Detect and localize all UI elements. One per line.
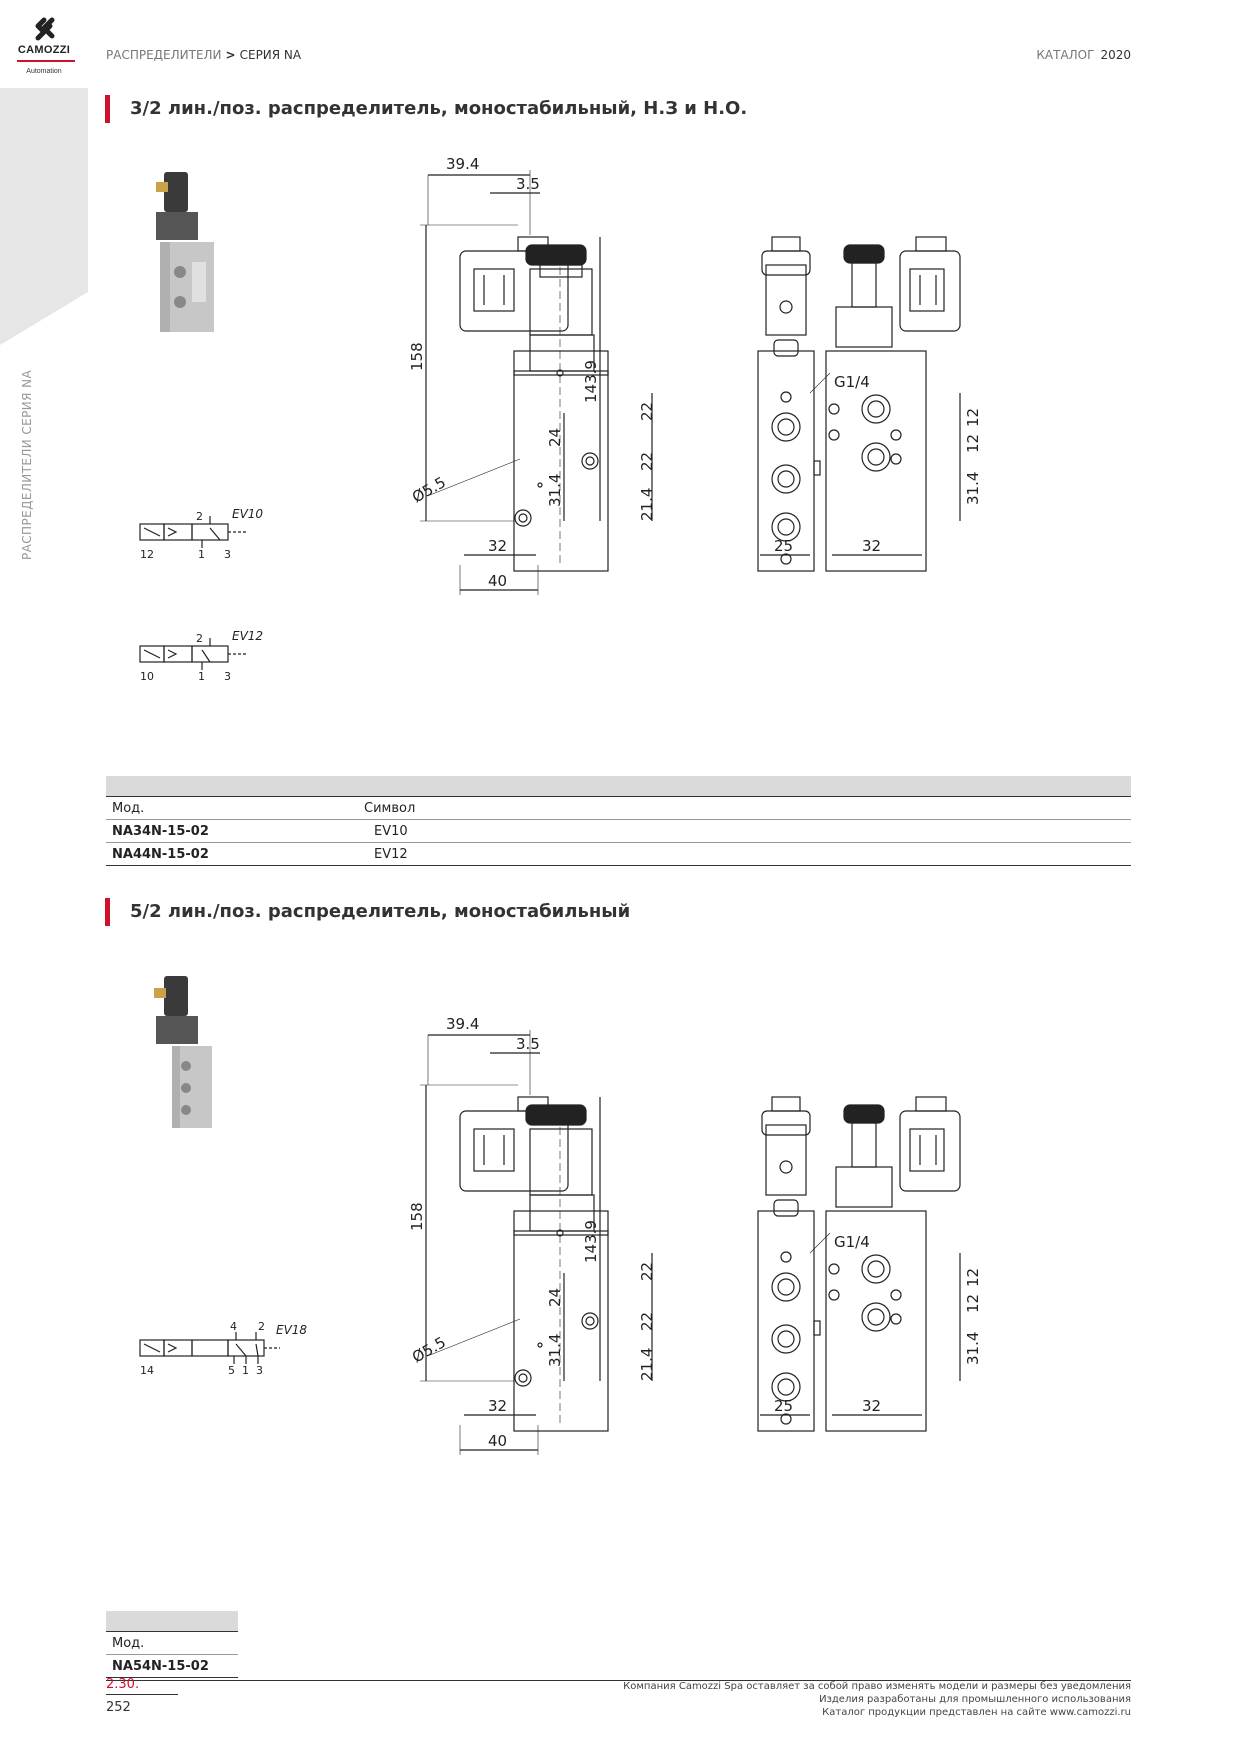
dim-12-a: 12: [964, 407, 982, 427]
breadcrumb-separator: >: [225, 48, 236, 62]
page-number: 252: [106, 1700, 131, 1715]
dim-31-4-back: 31.4: [964, 1331, 982, 1365]
dim-40: 40: [488, 572, 508, 590]
symbol-ev12-code: EV12: [232, 629, 264, 643]
sidebar: [0, 0, 88, 1754]
model-code: NA44N-15-02: [106, 843, 358, 866]
logo-name: CAMOZZI: [17, 44, 71, 56]
dim-40: 40: [488, 1432, 508, 1450]
dim-31-4: 31.4: [546, 1333, 564, 1367]
table-row: [106, 1655, 238, 1678]
model-symbol: EV12: [358, 843, 1131, 866]
symbol-ev18-port-2: 2: [258, 1320, 265, 1333]
footer-line-1: Компания Camozzi Spa оставляет за собой право изменять модели и размеры без уведомления: [623, 1681, 1131, 1692]
dim-22-b: 22: [638, 1311, 656, 1331]
symbol-ev12-pilot: 10: [140, 670, 154, 683]
catalog-text: КАТАЛОГ: [1036, 48, 1095, 62]
table-row: [106, 843, 1131, 866]
symbol-ev12-port-2: 2: [196, 632, 203, 645]
dim-25: 25: [774, 537, 794, 555]
section-title-32-text: 3/2 лин./поз. распределитель, моностабильный, Н.З и Н.О.: [130, 98, 748, 119]
logo-subtitle: Automation: [26, 68, 62, 75]
symbol-ev18-port-3: 3: [256, 1364, 263, 1377]
footer-line-2: Изделия разработаны для промышленного использования: [819, 1694, 1131, 1705]
symbol-ev10: [130, 500, 270, 560]
dim-12-b: 12: [964, 1293, 982, 1313]
col-symbol: Символ: [358, 797, 1131, 820]
symbol-ev18-pilot: 14: [140, 1364, 154, 1377]
dim-158: 158: [408, 1202, 426, 1231]
breadcrumb: [106, 48, 301, 62]
dim-diameter-5-5: Ø5.5: [409, 473, 449, 507]
section-title-32: [106, 98, 747, 119]
dim-143-9: 143.9: [582, 360, 600, 403]
table-header-row: [106, 797, 1131, 820]
symbol-ev18-port-5: 5: [228, 1364, 235, 1377]
dim-31-4-back: 31.4: [964, 471, 982, 505]
symbol-ev18-code: EV18: [276, 1323, 308, 1337]
dim-g1-4: G1/4: [834, 373, 870, 391]
dim-31-4: 31.4: [546, 473, 564, 507]
table-row: [106, 820, 1131, 843]
model-code: NA34N-15-02: [106, 820, 358, 843]
symbol-ev18-port-4: 4: [230, 1320, 237, 1333]
dim-21-4: 21.4: [638, 1347, 656, 1381]
dim-g1-4: G1/4: [834, 1233, 870, 1251]
footer-line-3: Каталог продукции представлен на сайте www.camozzi.ru: [822, 1707, 1131, 1718]
sidebar-vertical-label: РАСПРЕДЕЛИТЕЛИ СЕРИЯ NA: [20, 369, 34, 560]
symbol-ev10-port-1: 1: [198, 548, 205, 561]
dim-22-a: 22: [638, 1261, 656, 1281]
symbol-ev12-port-3: 3: [224, 670, 231, 683]
dim-25: 25: [774, 1397, 794, 1415]
dim-3-5: 3.5: [516, 1035, 540, 1053]
breadcrumb-current: СЕРИЯ NA: [239, 48, 302, 62]
dim-32: 32: [488, 1397, 508, 1415]
dim-158: 158: [408, 342, 426, 371]
page-code-rule: [106, 1694, 178, 1695]
symbol-ev18-port-1: 1: [242, 1364, 249, 1377]
catalog-label: [1036, 48, 1131, 62]
model-symbol: EV10: [358, 820, 1131, 843]
dim-32: 32: [488, 537, 508, 555]
table-header-row: [106, 1632, 238, 1655]
dim-143-9: 143.9: [582, 1220, 600, 1263]
dim-32-back: 32: [862, 537, 882, 555]
model-table-32: [106, 776, 1131, 866]
col-model: Мод.: [106, 1632, 238, 1655]
symbol-ev10-port-2: 2: [196, 510, 203, 523]
section-title-52: [106, 901, 630, 922]
table-header-bar: [106, 776, 1131, 797]
col-model: Мод.: [106, 797, 358, 820]
dim-22-b: 22: [638, 451, 656, 471]
symbol-ev10-port-3: 3: [224, 548, 231, 561]
dim-32-back: 32: [862, 1397, 882, 1415]
camozzi-logo-icon: [0, 0, 88, 44]
catalog-year: 2020: [1100, 48, 1131, 62]
page-code: 2.30.: [106, 1677, 140, 1692]
technical-drawing-32: [390, 155, 1110, 675]
dim-22-a: 22: [638, 401, 656, 421]
model-table-52: [106, 1611, 238, 1678]
technical-drawing-52: [390, 1015, 1110, 1535]
logo-underline: [17, 60, 75, 62]
footer-disclaimer: [623, 1680, 1131, 1719]
symbol-ev10-code: EV10: [232, 507, 264, 521]
dim-diameter-5-5: Ø5.5: [409, 1333, 449, 1367]
dim-39-4: 39.4: [446, 155, 480, 173]
dim-24: 24: [546, 427, 564, 447]
dim-39-4: 39.4: [446, 1015, 480, 1033]
table-header-bar: [106, 1611, 238, 1632]
product-photo-52: [150, 976, 220, 1138]
symbol-ev18: [130, 1316, 320, 1376]
dim-12-b: 12: [964, 433, 982, 453]
product-photo-32: [150, 172, 220, 334]
section-title-52-text: 5/2 лин./поз. распределитель, моностабильный: [130, 901, 631, 922]
symbol-ev12-port-1: 1: [198, 670, 205, 683]
dim-24: 24: [546, 1287, 564, 1307]
symbol-ev12: [130, 622, 270, 682]
symbol-ev10-pilot: 12: [140, 548, 154, 561]
dim-3-5: 3.5: [516, 175, 540, 193]
dim-12-a: 12: [964, 1267, 982, 1287]
dim-21-4: 21.4: [638, 487, 656, 521]
model-code: NA54N-15-02: [106, 1655, 238, 1678]
breadcrumb-parent[interactable]: РАСПРЕДЕЛИТЕЛИ: [106, 48, 222, 62]
